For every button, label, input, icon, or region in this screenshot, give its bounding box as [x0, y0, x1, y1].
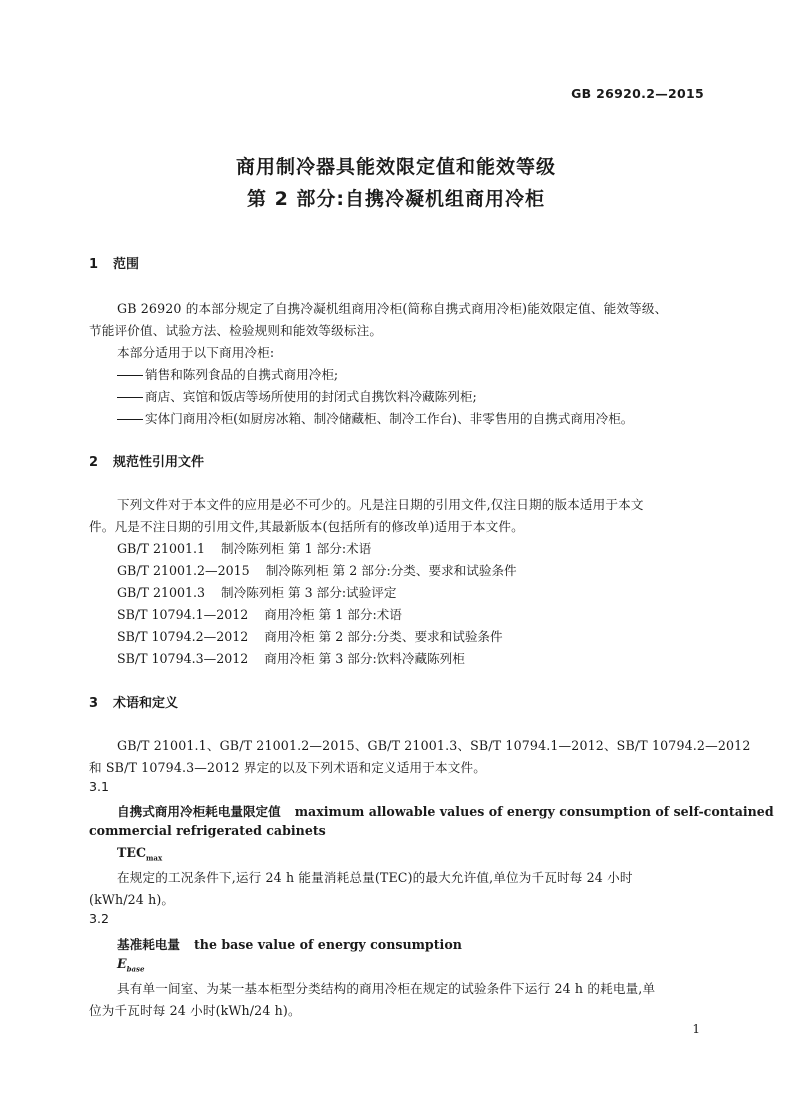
dash-marker: [117, 397, 143, 398]
reference-title: 制冷陈列柜 第 2 部分:分类、要求和试验条件: [265, 563, 517, 578]
scope-list-item: [117, 408, 633, 427]
scope-paragraph-line2: 节能评价值、试验方法、检验规则和能效等级标注。: [89, 323, 383, 338]
scope-list-item: [117, 386, 477, 405]
section-number: 2: [89, 455, 99, 470]
scope-list-item-text: 实体门商用冷柜(如厨房冰箱、制冷储藏柜、制冷工作台)、非零售用的自携式商用冷柜。: [145, 411, 634, 426]
section-number: 3: [89, 696, 99, 711]
scope-list-item: [117, 364, 338, 383]
term-number: 3.2: [89, 911, 110, 926]
section-title: 术语和定义: [113, 696, 179, 711]
term-symbol: [117, 845, 162, 863]
reference-entry: [117, 626, 503, 645]
reference-entry: [117, 604, 402, 623]
term-title-english: the base value of energy consumption: [193, 937, 462, 952]
dash-marker: [117, 375, 143, 376]
terms-paragraph-line2: 和 SB/T 10794.3—2012 界定的以及下列术语和定义适用于本文件。: [89, 760, 486, 775]
section-title: 范围: [113, 257, 140, 272]
reference-code: GB/T 21001.1: [117, 541, 206, 556]
section-heading-scope: [89, 253, 139, 272]
scope-paragraph-line1: GB 26920 的本部分规定了自携冷凝机组商用冷柜(简称自携式商用冷柜)能效限定值、能效等级、: [117, 301, 668, 316]
reference-code: GB/T 21001.2—2015: [117, 563, 250, 578]
reference-code: SB/T 10794.2—2012: [117, 629, 249, 644]
reference-entry: [117, 582, 396, 601]
term-symbol: [117, 956, 144, 974]
references-paragraph-line2: 件。凡是不注日期的引用文件,其最新版本(包括所有的修改单)适用于本文件。: [89, 519, 524, 534]
term-definition-line2: (kWh/24 h)。: [89, 892, 175, 907]
symbol-subscript: max: [146, 853, 163, 863]
term-definition-line1: 在规定的工况条件下,运行 24 h 能量消耗总量(TEC)的最大允许值,单位为千瓦时每 24 小时: [117, 870, 633, 885]
scope-list-item-text: 商店、宾馆和饭店等场所使用的封闭式自携饮料冷藏陈列柜;: [145, 389, 477, 404]
reference-code: GB/T 21001.3: [117, 585, 206, 600]
term-title-chinese: 基准耗电量: [117, 937, 180, 952]
term-title-english-cont: commercial refrigerated cabinets: [89, 823, 326, 838]
term-title: [117, 801, 774, 820]
document-title-line1: 商用制冷器具能效限定值和能效等级: [235, 156, 556, 178]
symbol-subscript: base: [126, 964, 145, 974]
dash-marker: [117, 419, 143, 420]
section-heading-normative-references: [89, 451, 204, 470]
standard-number: GB 26920.2—2015: [571, 86, 704, 101]
reference-entry: [117, 560, 517, 579]
reference-title: 商用冷柜 第 1 部分:术语: [264, 607, 402, 622]
term-title-english: maximum allowable values of energy consumption of self-contained: [294, 804, 774, 819]
reference-entry: [117, 648, 465, 667]
document-title-line2: 第 2 部分:自携冷凝机组商用冷柜: [246, 188, 546, 210]
section-heading-terms: [89, 692, 178, 711]
term-definition-line1: 具有单一间室、为某一基本柜型分类结构的商用冷柜在规定的试验条件下运行 24 h 的耗电量,单: [117, 981, 656, 996]
scope-list-item-text: 销售和陈列食品的自携式商用冷柜;: [145, 367, 339, 382]
page-number: 1: [692, 1022, 700, 1036]
reference-title: 商用冷柜 第 3 部分:饮料冷藏陈列柜: [264, 651, 465, 666]
references-paragraph-line1: 下列文件对于本文件的应用是必不可少的。凡是注日期的引用文件,仅注日期的版本适用于本文: [117, 497, 644, 512]
reference-code: SB/T 10794.1—2012: [117, 607, 249, 622]
reference-code: SB/T 10794.3—2012: [117, 651, 249, 666]
reference-entry: [117, 538, 371, 557]
reference-title: 商用冷柜 第 2 部分:分类、要求和试验条件: [264, 629, 503, 644]
terms-paragraph-line1: GB/T 21001.1、GB/T 21001.2—2015、GB/T 21001.3、SB/T 10794.1—2012、SB/T 10794.2—2012: [117, 738, 751, 753]
symbol-text: TEC: [117, 845, 146, 860]
reference-title: 制冷陈列柜 第 1 部分:术语: [221, 541, 372, 556]
reference-title: 制冷陈列柜 第 3 部分:试验评定: [221, 585, 397, 600]
section-title: 规范性引用文件: [113, 455, 205, 470]
scope-applicability: 本部分适用于以下商用冷柜:: [117, 345, 275, 360]
symbol-text: E: [117, 956, 127, 971]
term-number: 3.1: [89, 779, 110, 794]
section-number: 1: [89, 257, 99, 272]
term-title-chinese: 自携式商用冷柜耗电量限定值: [117, 804, 281, 819]
term-title: [117, 934, 462, 953]
term-definition-line2: 位为千瓦时每 24 小时(kWh/24 h)。: [89, 1003, 301, 1018]
